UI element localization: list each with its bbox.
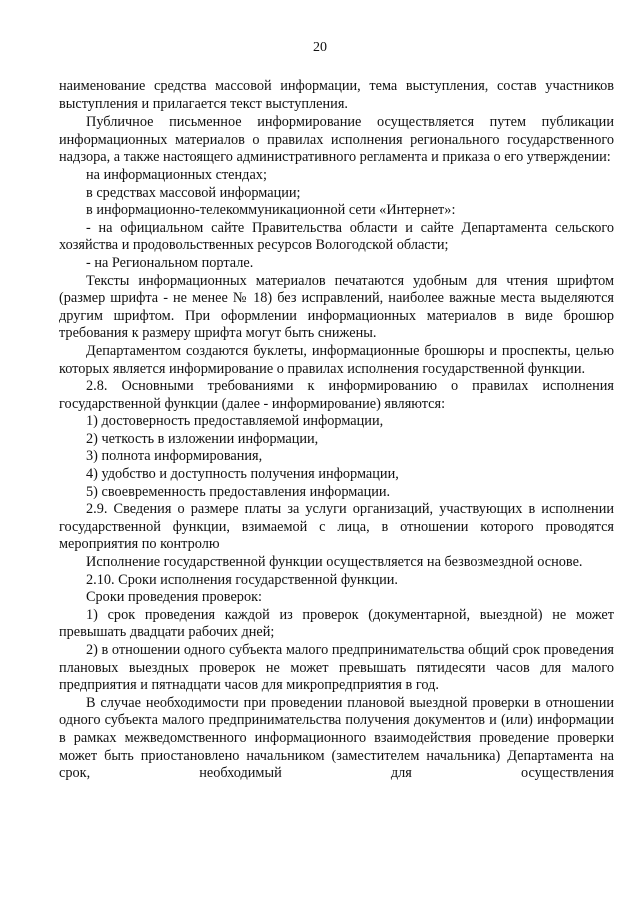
paragraph: Исполнение государственной функции осуществляется на безвозмездной основе. <box>86 554 583 571</box>
list-item: в средствах массовой информации; <box>86 184 301 201</box>
paragraph: 2.8. Основными требованиями к информированию о правилах исполнения государственной функции (далее - информирование) являются: <box>59 378 614 412</box>
paragraph: Тексты информационных материалов печатаются удобным для чтения шрифтом (размер шрифта - не менее № 18) без исправлений, наиболее важные места выделяются другим шрифтом. При оформлении информационных материалов в виде брошюр требования к размеру шрифта могут быть снижены. <box>59 272 614 342</box>
list-item: в информационно-телекоммуникационной сети «Интернет»: <box>86 202 456 219</box>
paragraph: Публичное письменное информирование осуществляется путем публикации информационных материалов о правилах исполнения регионального государственного надзора, а также настоящего административного регламента и приказа о его утверждении: <box>59 114 614 166</box>
list-item: 4) удобство и доступность получения информации, <box>86 466 399 483</box>
list-item: 2) четкость в изложении информации, <box>86 430 319 447</box>
list-item: 2) в отношении одного субъекта малого предпринимательства общий срок проведения плановых выездных проверок не может превышать пятидесяти часов для малого предприятия и пятнадцати часов для микропредприятия в год. <box>59 642 614 694</box>
section-heading: 2.10. Сроки исполнения государственной функции. <box>86 571 399 588</box>
paragraph: Департаментом создаются буклеты, информационные брошюры и проспекты, целью которых является информирование о правилах исполнения государственной функции. <box>59 342 614 377</box>
paragraph: 2.9. Сведения о размере платы за услуги организаций, участвующих в исполнении государственной функции, взимаемой с лица, в отношении которого проводятся мероприятия по контролю <box>59 501 614 553</box>
paragraph: Сроки проведения проверок: <box>86 589 263 606</box>
list-item: на информационных стендах; <box>86 166 267 183</box>
list-item: - на официальном сайте Правительства области и сайте Департамента сельского хозяйства и продовольственных ресурсов Вологодской области; <box>59 219 614 254</box>
list-item: 1) достоверность предоставляемой информации, <box>86 413 384 430</box>
page-number: 20 <box>313 40 327 55</box>
list-item: - на Региональном портале. <box>86 254 254 271</box>
paragraph: В случае необходимости при проведении плановой выездной проверки в отношении одного субъекта малого предпринимательства получения документов и (или) информации в рамках межведомственного информационного взаимодействия проведение проверки может быть приостановлено начальником (заместителем начальника) Департамента на срок, необходимый для осуществления <box>59 694 614 782</box>
list-item: 5) своевременность предоставления информации. <box>86 483 391 500</box>
list-item: 1) срок проведения каждой из проверок (документарной, выездной) не может превышать двадцати рабочих дней; <box>59 606 614 641</box>
list-item: 3) полнота информирования, <box>86 448 263 465</box>
document-body <box>59 78 614 783</box>
paragraph: наименование средства массовой информации, тема выступления, состав участников выступления и прилагается текст выступления. <box>59 78 614 112</box>
